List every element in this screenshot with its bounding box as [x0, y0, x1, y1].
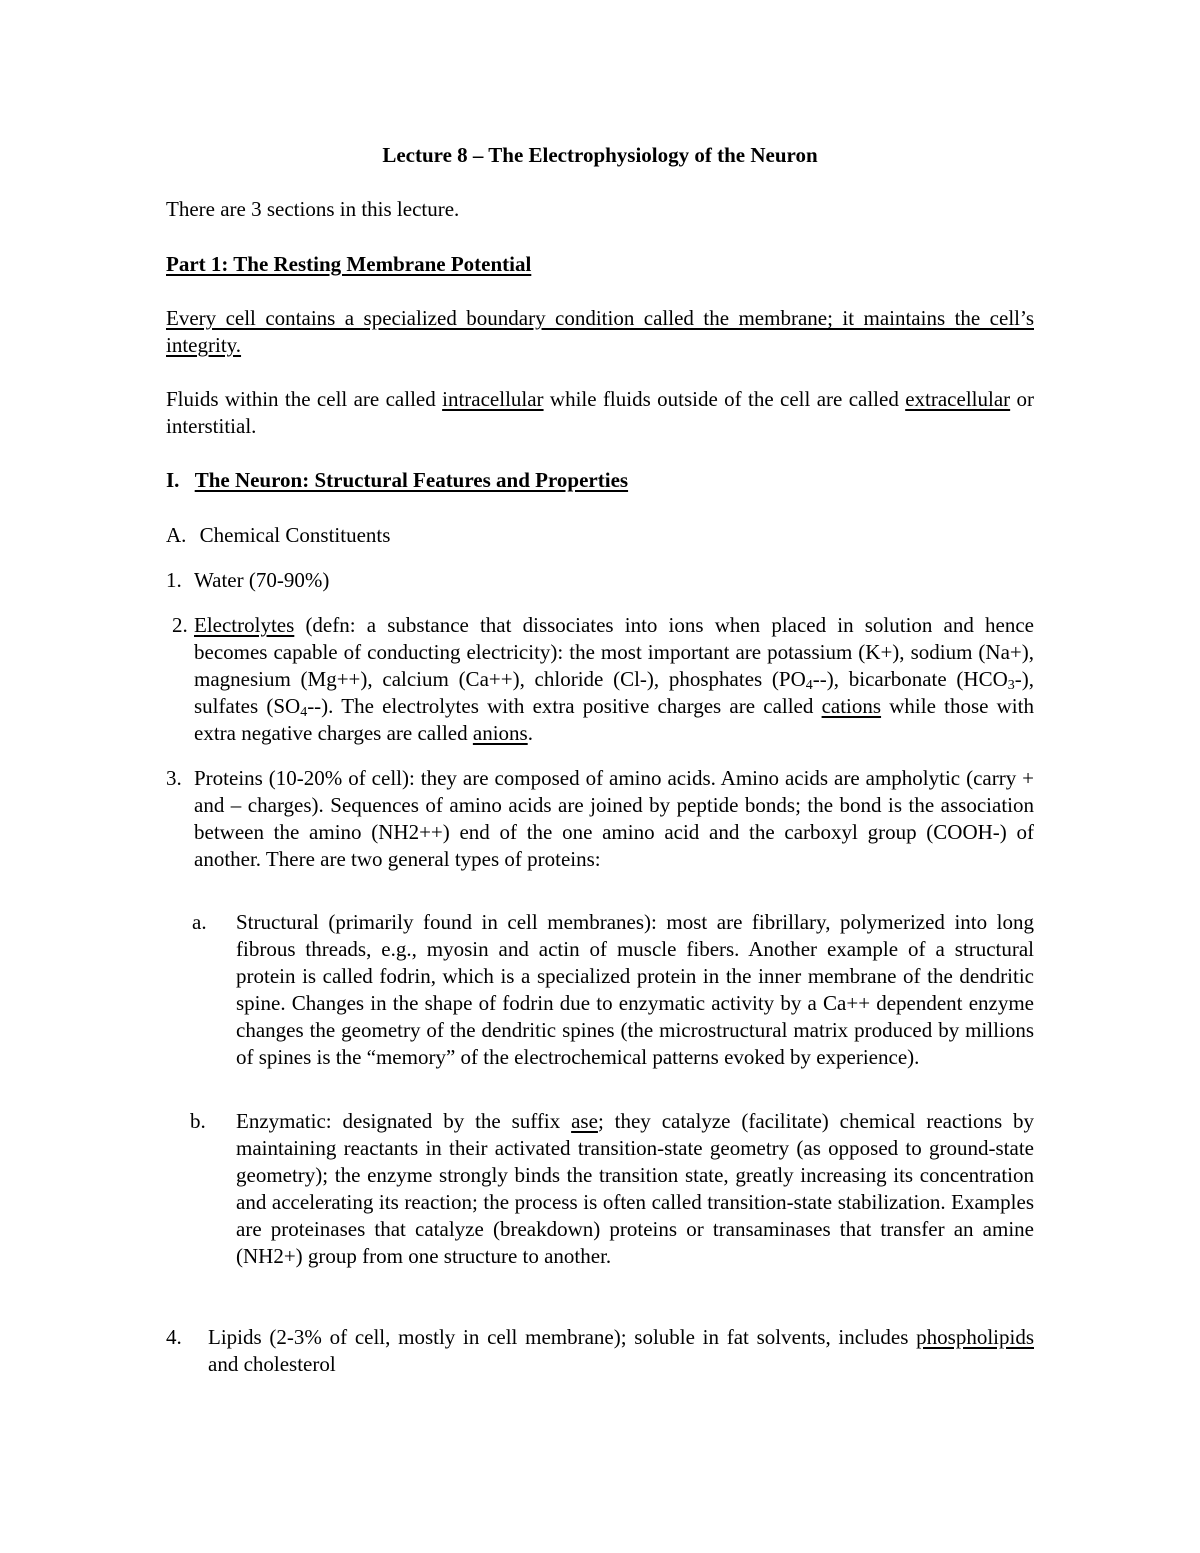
section-title: The Neuron: Structural Features and Properties — [194, 468, 629, 492]
item-3b-text — [236, 1108, 1034, 1270]
section-heading — [166, 467, 628, 494]
term-phospholipids: phospholipids — [916, 1325, 1034, 1349]
item-3b-text-2: ; they catalyze (facilitate) chemical reactions by maintaining reactants in their activated transition-state geometry (as opposed to ground-state geometry); the enzyme strongly binds the transition state, greatly increasing its concentration and accelerating its reaction; the process is often called transition-state stabilization. Examples are proteinases that catalyze (breakdown) proteins or transaminases that transfer an amine (NH2+) group from one structure to another. — [236, 1109, 1035, 1268]
item-3a-text: Structural (primarily found in cell membranes): most are fibrillary, polymerized into long fibrous threads, e.g., myosin and actin of muscle fibers. Another example of a structural protein is called fodrin, which is a specialized protein in the inner membrane of the dendritic spine. Changes in the shape of fodrin due to enzymatic activity by a Ca++ dependent enzyme changes the geometry of the dendritic spines (the microstructural matrix produced by millions of spines is the “memory” of the electrochemical patterns evoked by experience). — [236, 910, 1034, 1069]
item-1-number: 1. — [166, 568, 182, 592]
fluids-text-3: or interstitial. — [166, 387, 1034, 438]
term-intracellular: intracellular — [442, 387, 544, 411]
item-4-number: 4. — [166, 1325, 182, 1349]
item-2-text-1: (defn: a substance that dissociates into ions when placed in solution and hence becomes capable of conducting electricity): the most important are potassium (K+), sodium (Na+), magnesium (Mg++), calcium (Ca++), chloride (Cl-), phosphates (PO — [194, 613, 1034, 691]
subsection-heading — [166, 522, 390, 549]
item-2-text-6: . — [527, 721, 533, 745]
item-3-text: Proteins (10-20% of cell): they are composed of amino acids. Amino acids are ampholytic (carry + and – charges). Sequences of amino acids are joined by peptide bonds; the bond is the association between the amino (NH2++) end of the one amino acid and the carboxyl group (COOH-) of another. There are two general types of proteins: — [194, 766, 1034, 871]
fluids-text-1: Fluids within the cell are called — [166, 387, 443, 411]
item-4-text-2: and cholesterol — [208, 1352, 336, 1376]
section-marker: I. — [166, 468, 180, 492]
term-extracellular: extracellular — [905, 387, 1011, 411]
item-3a-marker: a. — [192, 910, 207, 934]
item-2-text-2: --), bicarbonate (HCO — [812, 667, 1008, 691]
item-2-number: 2. — [172, 613, 188, 637]
item-4-text — [208, 1324, 1034, 1378]
subsection-title: Chemical Constituents — [199, 523, 391, 547]
membrane-paragraph: Every cell contains a specialized boundary condition called the membrane; it maintains the cell’s integrity. — [166, 306, 1034, 357]
item-2-text — [194, 612, 1034, 747]
term-cations: cations — [821, 694, 882, 718]
fluids-text-2: while fluids outside of the cell are called — [543, 387, 906, 411]
fluids-paragraph — [166, 386, 1034, 440]
item-2-text-5: while those with extra negative charges are called — [194, 694, 1034, 745]
subscript-4: 4 — [805, 678, 813, 693]
item-3b-marker: b. — [190, 1109, 206, 1133]
term-anions: anions — [472, 721, 528, 745]
subscript-4b: 4 — [300, 705, 308, 720]
subsection-marker: A. — [166, 523, 187, 547]
item-2-text-3: -), sulfates (SO — [194, 667, 1034, 718]
term-electrolytes: Electrolytes — [194, 613, 295, 637]
page-title: Lecture 8 – The Electrophysiology of the Neuron — [382, 143, 818, 167]
item-3-number: 3. — [166, 766, 182, 790]
part1-heading: Part 1: The Resting Membrane Potential — [166, 252, 532, 276]
intro-text: There are 3 sections in this lecture. — [166, 197, 460, 221]
item-2-text-4: --). The electrolytes with extra positive charges are called — [307, 694, 822, 718]
term-ase: ase — [571, 1109, 598, 1133]
item-3b-text-1: Enzymatic: designated by the suffix — [236, 1109, 572, 1133]
item-1-text: Water (70-90%) — [194, 568, 330, 592]
subscript-3: 3 — [1007, 678, 1015, 693]
item-4-text-1: Lipids (2-3% of cell, mostly in cell membrane); soluble in fat solvents, includes — [208, 1325, 917, 1349]
